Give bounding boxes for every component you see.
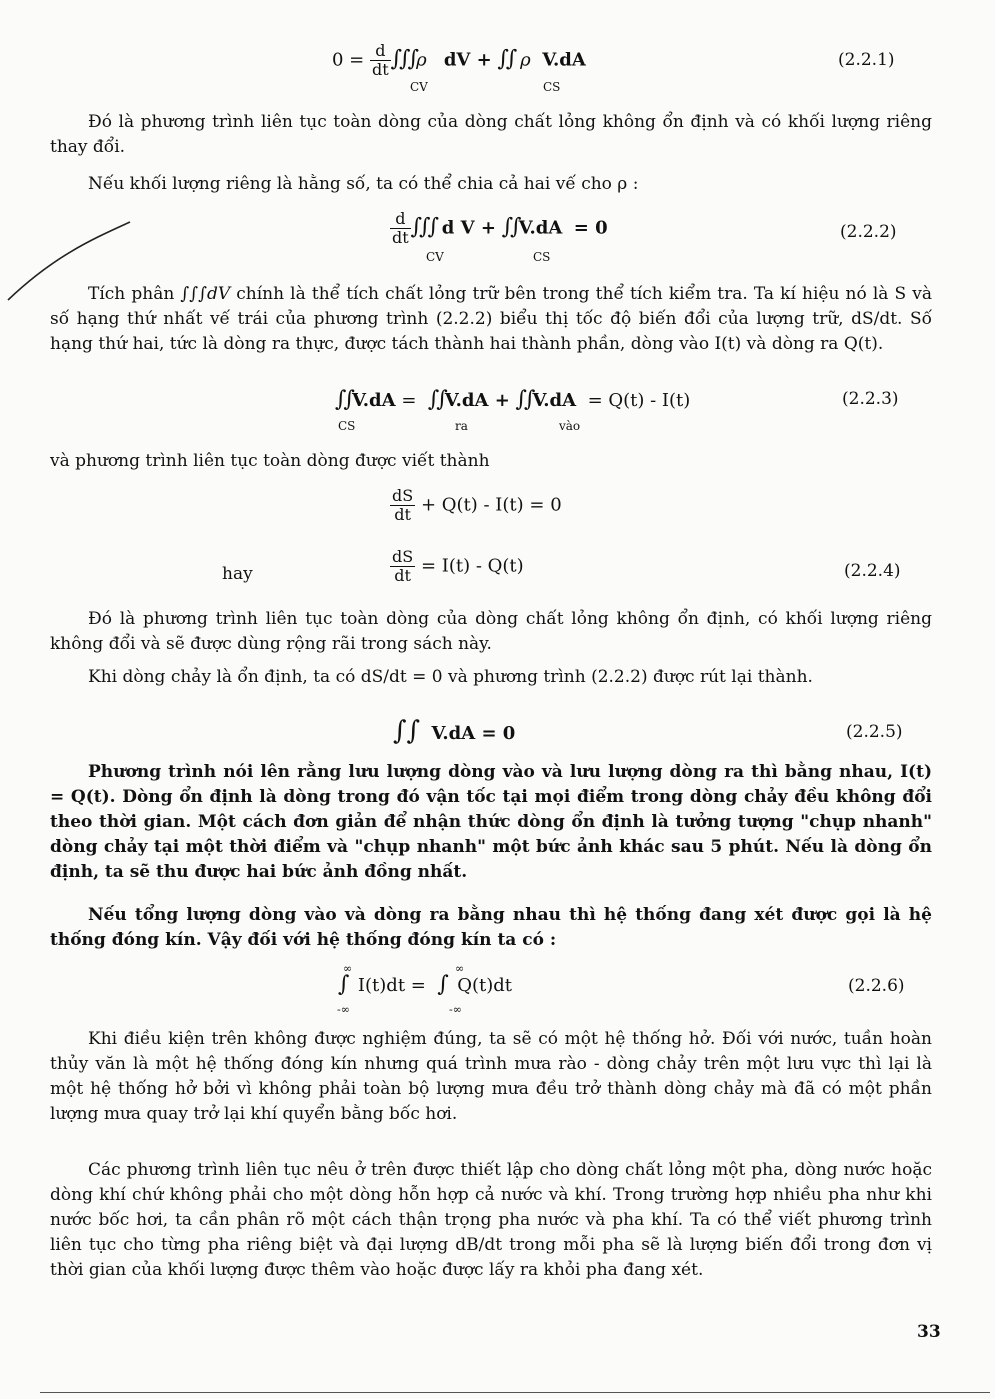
paragraph-10: Các phương trình liên tục nêu ở trên được thiết lập cho dòng chất lỏng một pha, dòng nước hoặc dòng khí chứ không phải cho một dòng hỗn hợp cả nước và khí. Trong trường hợp nhiều pha như khi nước bốc hơi, ta cần phân rõ một cách thận trọng pha nước và pha khí. Ta có thể viết phương trình liên tục cho từng pha riêng biệt và đại lượng dB/dt trong mỗi pha sẽ là lượng biến đổi trong đơn vị thời gian của khối lượng được thêm vào hoặc được lấy ra khỏi pha đang xét. [50,1160,932,1280]
eq1-sub-cs: CS [543,80,561,94]
eq3-integral-ra: ∫∫ [427,387,445,412]
eq2-double-integral: ∫∫ [501,214,519,240]
paragraph-9: Khi điều kiện trên không được nghiệm đúng, ta sẽ có một hệ thống hở. Đối với nước, tuần hoàn thủy văn là một hệ thống đóng kín nhưng quá trình mưa rào - dòng chảy trên một lưu vực thì lại là một hệ thống hở bởi vì không phải toàn bộ lượng mưa đều trở thành dòng chảy mà đã có một phần lượng mưa quay trở lại khí quyển bằng bốc hơi. [50,1029,932,1124]
eq6-upper-limit-2: ∞ [455,962,465,975]
eq4b-hay: hay [222,564,253,584]
paragraph-1: Đó là phương trình liên tục toàn dòng của dòng chất lỏng không ổn định và có khối lượng riêng thay đổi. [50,112,932,157]
p3-body: chính là thể tích chất lỏng trữ bên trong thể tích kiểm tra. Ta kí hiệu nó là S và số hạng thứ nhất vế trái của phương trình (2.2.2) biểu thị tốc độ biến đổi của lượng trữ, dS/dt. Số hạng thứ hai, tức là dòng ra thực, được tách thành hai thành phần, dòng vào I(t) và dòng ra Q(t). [50,284,933,354]
eq1-frac-den: dt [372,60,389,79]
paragraph-4: và phương trình liên tục toàn dòng được viết thành [50,451,490,471]
eq2-frac-den: dt [392,228,409,247]
eq2-triple-integral: ∫∫∫ [410,214,437,240]
paragraph-6: Khi dòng chảy là ổn định, ta có dS/dt = 0 và phương trình (2.2.2) được rút lại thành. [88,667,813,687]
eq6-integral-1: ∫ [338,972,347,997]
eq2-sub-cv: CV [426,250,444,264]
eq3-sub-vao: vào [559,419,581,433]
eq6-lower-limit-1: -∞ [337,1003,350,1016]
p3-integral: ∫∫∫dV [180,284,231,304]
p3-intro: Tích phân [88,284,175,304]
eq4a-fraction [390,487,415,524]
eq6-integral-2: ∫ [437,972,446,997]
eq6-upper-limit-1: ∞ [343,962,353,975]
equation-2-2-4b [390,548,524,585]
paragraph-8: Nếu tổng lượng dòng vào và dòng ra bằng nhau thì hệ thống đang xét được gọi là hệ thống đóng kín. Vậy đối với hệ thống đóng kín ta có : [50,905,932,950]
eq3-equals: = [401,390,417,411]
eq2-rhs: = 0 [573,217,608,239]
eq3-sub-ra: ra [455,419,468,433]
eq1-vda: V.dA [542,49,586,71]
bottom-rule [40,1392,990,1393]
eq1-triple-integral: ∫∫∫ [390,46,417,72]
eq3-integral-vao: ∫∫ [515,387,533,412]
eq3-rhs: = Q(t) - I(t) [587,390,691,411]
eq1-number: (2.2.1) [838,50,895,70]
eq1-lhs: 0 = [332,49,365,71]
equation-2-2-2 [390,210,608,247]
eq4b-frac-den: dt [394,566,411,585]
paragraph-2: Nếu khối lượng riêng là hằng số, ta có thể chia cả hai vế cho ρ : [88,174,639,194]
eq6-term-1: I(t)dt = [357,975,426,996]
eq5-number: (2.2.5) [846,722,903,742]
eq1-rho-2: ρ [520,49,531,71]
eq4b-frac-num: dS [392,547,414,566]
equation-2-2-3 [335,387,690,412]
eq1-frac-num: d [370,42,391,61]
eq3-term-3: V.dA [532,390,577,411]
eq2-frac-num: d [390,210,411,229]
eq6-term-2: Q(t)dt [457,975,513,996]
eq2-vda: V.dA [518,217,563,239]
eq4a-frac-num: dS [392,486,414,505]
eq4b-rhs: = I(t) - Q(t) [420,555,524,577]
paragraph-7: Phương trình nói lên rằng lưu lượng dòng vào và lưu lượng dòng ra thì bằng nhau, I(t) = Q(t). Dòng ổn định là dòng trong đó vận tốc tại mọi điểm trong dòng chảy đều không đổi theo thời gian. Một cách đơn giản để nhận thức dòng ổn định là tưởng tượng "chụp nhanh" dòng chảy tại một thời điểm và "chụp nhanh" một bức ảnh khác sau 5 phút. Nếu là dòng ổn định, ta sẽ thu được hai bức ảnh đồng nhất. [50,762,932,882]
equation-2-2-1 [332,42,586,79]
eq3-integral-cs: ∫∫ [335,387,352,412]
eq1-rho-1: ρ [416,49,427,71]
eq2-number: (2.2.2) [840,222,897,242]
eq1-sub-cv: CV [410,80,428,94]
eq1-fraction [370,42,391,79]
eq1-dv: dV + [443,49,492,71]
eq3-sub-cs: CS [338,419,356,433]
eq3-number: (2.2.3) [842,389,899,409]
eq5-double-integral: ∫∫ [393,716,421,746]
eq6-lower-limit-2: -∞ [449,1003,462,1016]
equation-2-2-4a [390,487,562,524]
paragraph-5: Đó là phương trình liên tục toàn dòng của dòng chất lỏng không ổn định, có khối lượng riêng không đổi và sẽ được dùng rộng rãi trong sách này. [50,609,932,654]
eq4a-rhs: + Q(t) - I(t) = 0 [420,494,562,516]
eq4-number: (2.2.4) [844,561,901,581]
eq4b-fraction [390,548,415,585]
eq4a-frac-den: dt [394,505,411,524]
equation-2-2-5 [393,716,515,746]
eq3-term-2: V.dA + [444,390,510,411]
eq3-term-1: V.dA [351,390,396,411]
equation-2-2-6 [338,972,512,997]
eq5-rhs: V.dA = 0 [431,723,516,744]
eq2-dv: d V + [441,217,496,239]
paragraph-3 [50,282,932,357]
eq2-sub-cs: CS [533,250,551,264]
eq2-fraction [390,210,411,247]
page-number: 33 [917,1322,941,1342]
eq1-double-integral: ∫∫ [497,46,515,72]
eq6-number: (2.2.6) [848,976,905,996]
